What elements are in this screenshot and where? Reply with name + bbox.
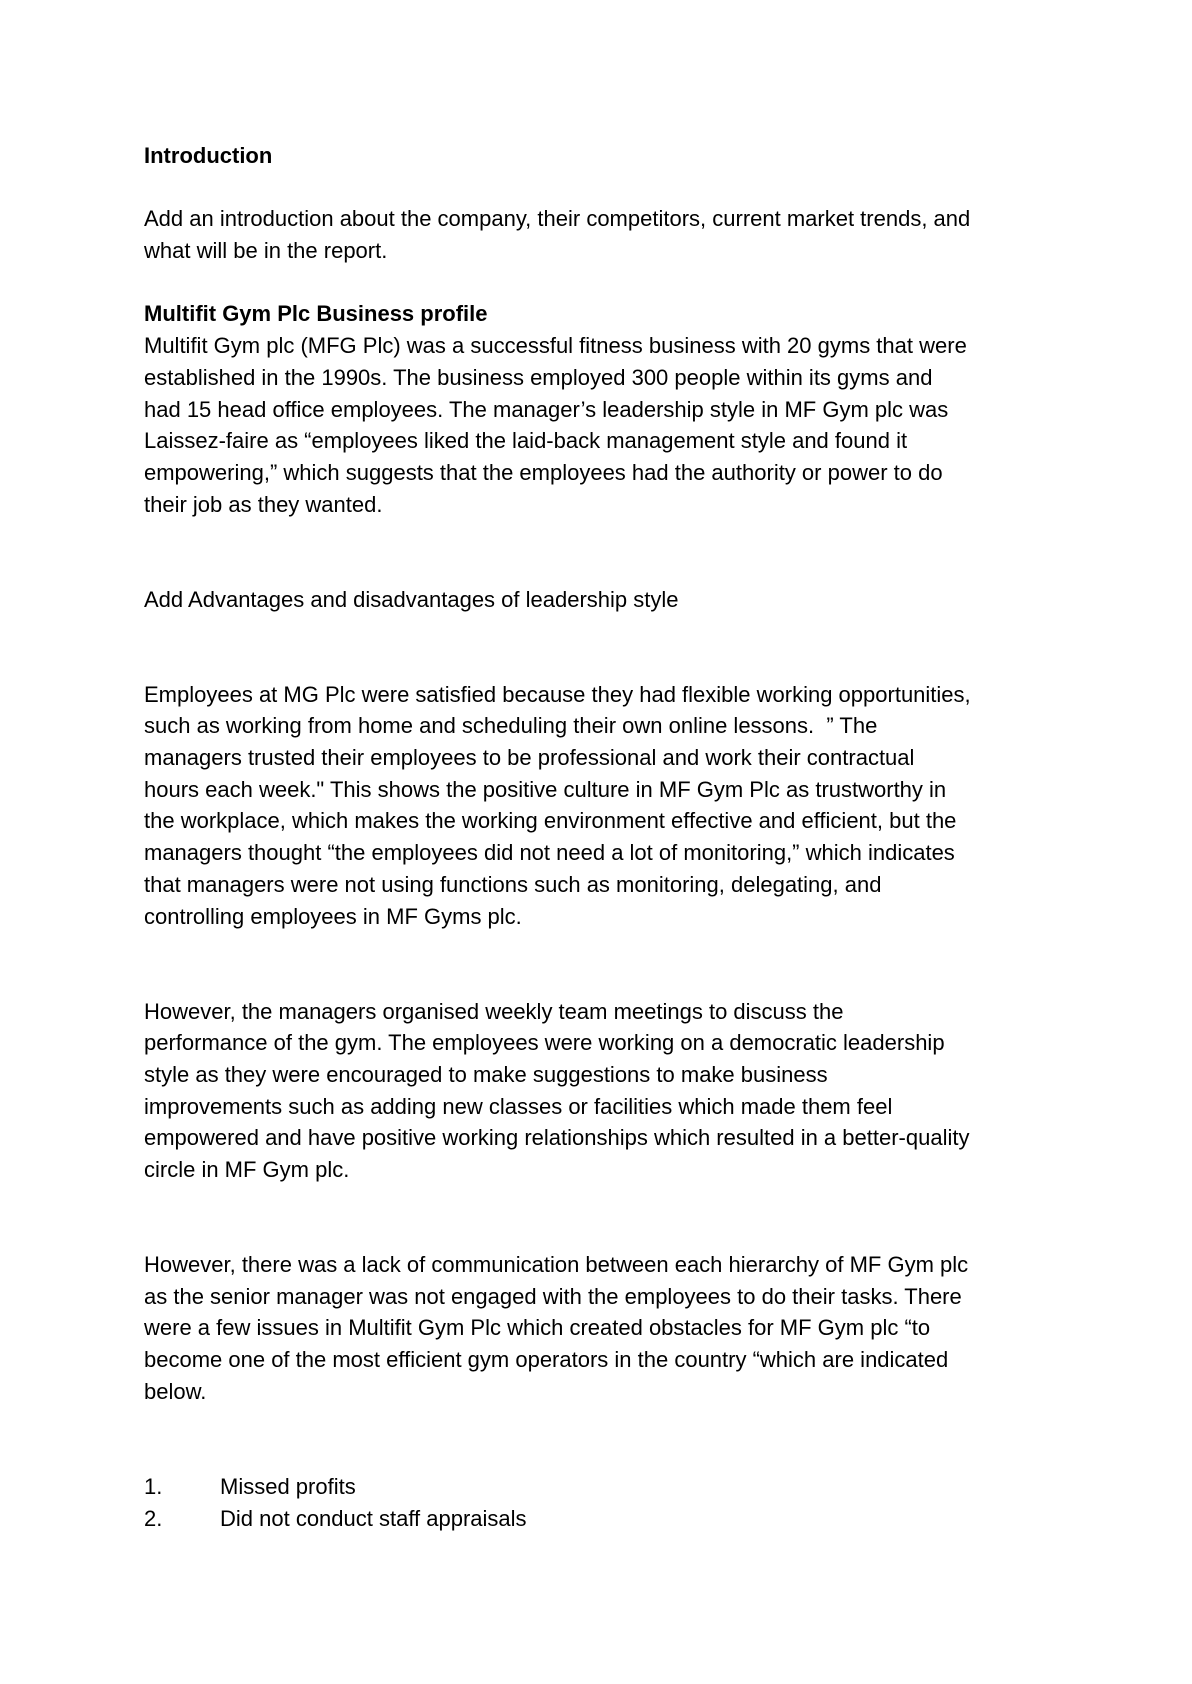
paragraph-line: circle in MF Gym plc. — [144, 1157, 350, 1182]
paragraph-line: empowered and have positive working relationships which resulted in a better-quality — [144, 1125, 970, 1151]
heading-line: Multifit Gym Plc Business profile — [144, 301, 488, 327]
paragraph-line: the workplace, which makes the working environment effective and efficient, but the — [144, 808, 957, 834]
list-item-text: Did not conduct staff appraisals — [220, 1505, 527, 1531]
empty-line — [144, 964, 1048, 996]
paragraph-line: style as they were encouraged to make suggestions to make business — [144, 1061, 828, 1087]
paragraph-line: Laissez-faire as “employees liked the laid-back management style and found it — [144, 428, 908, 454]
empty-line — [144, 1186, 1048, 1218]
paragraph-line: improvements such as adding new classes or facilities which made them feel — [144, 1093, 893, 1119]
paragraph-line: hours each week." This shows the positive culture in MF Gym Plc as trustworthy in — [144, 776, 947, 802]
paragraph-line: Add an introduction about the company, their competitors, current market trends, and — [144, 206, 971, 232]
paragraph-line: their job as they wanted. — [144, 491, 383, 517]
paragraph-line: controlling employees in MF Gyms plc. — [144, 903, 522, 929]
list-item-number: 1. — [144, 1473, 163, 1499]
paragraph-line: had 15 head office employees. The manager’s leadership style in MF Gym plc was — [144, 396, 949, 422]
paragraph-line: managers thought “the employees did not need a lot of monitoring,” which indicates — [144, 840, 955, 866]
list-item — [144, 1471, 1048, 1503]
list-item-number: 2. — [144, 1505, 163, 1531]
empty-line — [144, 1439, 1048, 1471]
list-item-text: Missed profits — [220, 1473, 356, 1499]
paragraph-line: become one of the most efficient gym operators in the country “which are indicated — [144, 1347, 949, 1373]
paragraph-line: performance of the gym. The employees were working on a democratic leadership — [144, 1030, 945, 1056]
document-content — [144, 140, 1048, 1534]
paragraph-line: However, there was a lack of communication between each hierarchy of MF Gym plc — [144, 1252, 969, 1278]
empty-line — [144, 932, 1048, 964]
paragraph-line: what will be in the report. — [144, 238, 388, 264]
empty-line — [144, 615, 1048, 647]
paragraph-line: Add Advantages and disadvantages of leadership style — [144, 586, 679, 612]
paragraph-line: that managers were not using functions such as monitoring, delegating, and — [144, 871, 882, 897]
paragraph-line: Multifit Gym plc (MFG Plc) was a successful fitness business with 20 gyms that were — [144, 333, 967, 359]
paragraph-line: Employees at MG Plc were satisfied because they had flexible working opportunities, — [144, 681, 971, 707]
paragraph-line: were a few issues in Multifit Gym Plc which created obstacles for MF Gym plc “to — [144, 1315, 931, 1341]
paragraph-line: empowering,” which suggests that the employees had the authority or power to do — [144, 459, 943, 485]
paragraph-line: However, the managers organised weekly team meetings to discuss the — [144, 998, 844, 1024]
empty-line — [144, 552, 1048, 584]
paragraph-line: established in the 1990s. The business employed 300 people within its gyms and — [144, 364, 933, 390]
empty-line — [144, 520, 1048, 552]
list-item — [144, 1503, 1048, 1535]
empty-line — [144, 267, 1048, 299]
paragraph-line: below. — [144, 1378, 207, 1404]
paragraph-line: managers trusted their employees to be professional and work their contractual — [144, 745, 915, 771]
heading-line: Introduction — [144, 143, 273, 168]
empty-line — [144, 172, 1048, 204]
paragraph-line: such as working from home and scheduling their own online lessons. ” The — [144, 713, 878, 739]
empty-line — [144, 1408, 1048, 1440]
empty-line — [144, 1217, 1048, 1249]
paragraph-line: as the senior manager was not engaged with the employees to do their tasks. There — [144, 1283, 962, 1309]
empty-line — [144, 647, 1048, 679]
